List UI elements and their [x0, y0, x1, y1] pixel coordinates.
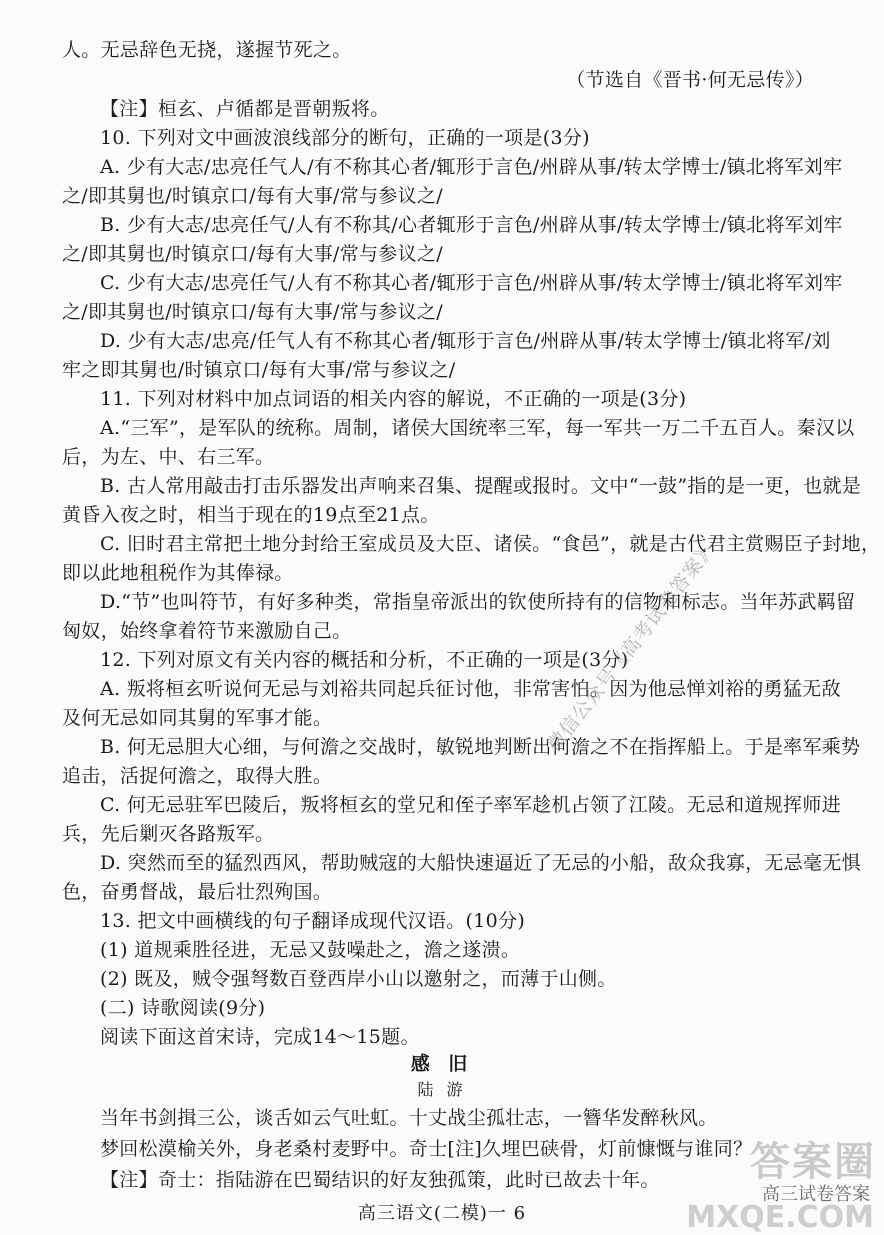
translation-item: (2) 既及，贼令强弩数百登西岸小山以邀射之，而薄于山侧。	[100, 968, 617, 990]
option-line: B. 何无忌胆大心细，与何澹之交战时，敏锐地判断出何澹之不在指挥船上。于是率军乘势	[100, 736, 861, 758]
question-11: 11. 下列对材料中加点词语的相关内容的解说，不正确的一项是(3分)	[100, 388, 687, 410]
poem-line: 梦回松漠榆关外，身老桑村麦野中。奇士[注]久埋巴硖骨，灯前慷慨与谁同？	[100, 1138, 753, 1160]
question-13: 13. 把文中画横线的句子翻译成现代汉语。(10分)	[100, 910, 526, 932]
poem-note: 【注】奇士：指陆游在巴蜀结识的好友独孤策，此时已故去十年。	[100, 1169, 660, 1191]
question-12: 12. 下列对原文有关内容的概括和分析，不正确的一项是(3分)	[100, 649, 629, 671]
watermark-subtitle: 高三试卷答案	[762, 1184, 870, 1205]
option-line: 及何无忌如同其舅的军事才能。	[62, 707, 333, 729]
option-line: 黄昏入夜之时，相当于现在的19点至21点。	[62, 504, 440, 526]
option-line: B. 少有大志/忠亮任气/人有不称其/心者辄形于言色/州辟从事/转太学博士/镇北将军刘牢	[100, 214, 843, 236]
question-10: 10. 下列对文中画波浪线部分的断句，正确的一项是(3分)	[100, 127, 590, 149]
source-citation: （节选自《晋书·何无忌传》）	[566, 69, 814, 91]
option-line: 追击，活捉何澹之，取得大胜。	[62, 765, 333, 787]
option-line: 后，为左、中、右三军。	[62, 446, 275, 468]
option-line: 匈奴，始终拿着符节来激励自己。	[62, 620, 352, 642]
option-line: C. 旧时君主常把土地分封给王室成员及大臣、诸侯。“食邑”，就是古代君主赏赐臣子封地，	[100, 533, 881, 555]
translation-item: (1) 道规乘胜径进，无忌又鼓噪赴之，澹之遂溃。	[100, 939, 521, 961]
option-line: D. 少有大志/忠亮/任气人有不称其心者/辄形于言色/州辟从事/转太学博士/镇北将军/刘	[100, 330, 831, 352]
option-line: 之/即其舅也/时镇京口/每有大事/常与参议之/	[62, 301, 443, 323]
option-line: A. 少有大志/忠亮任气人/有不称其心者/辄形于言色/州辟从事/转太学博士/镇北将军刘牢	[100, 156, 843, 178]
option-line: 牢之即其舅也/时镇京口/每有大事/常与参议之/	[62, 359, 456, 381]
watermark-url: MXQE.COM	[686, 1200, 874, 1235]
text-line: 人。无忌辞色无挠，遂握节死之。	[62, 39, 352, 61]
section-heading: (二) 诗歌阅读(9分)	[100, 997, 266, 1019]
option-line: 之/即其舅也/时镇京口/每有大事/常与参议之/	[62, 243, 443, 265]
option-line: C. 何无忌驻军巴陵后，叛将桓玄的堂兄和侄子率军趁机占领了江陵。无忌和道规挥师进	[100, 794, 841, 816]
page-footer: 高三语文(二模)一 6	[357, 1203, 527, 1224]
note-line: 【注】桓玄、卢循都是晋朝叛将。	[100, 98, 390, 120]
option-line: 即以此地租税作为其俸禄。	[62, 562, 294, 584]
poem-line: 当年书剑揖三公，谈舌如云气吐虹。十丈战尘孤壮志，一簪华发醉秋风。	[100, 1107, 718, 1129]
watermark-logo: 答案圈	[750, 1139, 876, 1185]
option-line: D.“节”也叫符节，有好多种类，常指皇帝派出的钦使所持有的信物和标志。当年苏武羁留	[100, 591, 856, 613]
option-line: A.“三军”，是军队的统称。周制，诸侯大国统率三军，每一军共一万二千五百人。秦汉以	[100, 417, 855, 439]
diagonal-watermark: 微信公众号《高考试卷答案》	[543, 537, 721, 757]
option-line: C. 少有大志/忠亮任气/人有不称其心者/辄形于言色/州辟从事/转太学博士/镇北将军刘牢	[100, 272, 843, 294]
option-line: D. 突然而至的猛烈西风，帮助贼寇的大船快速逼近了无忌的小船，敌众我寡，无忌毫无惧	[100, 852, 861, 874]
option-line: 之/即其舅也/时镇京口/每有大事/常与参议之/	[62, 185, 443, 207]
option-line: B. 古人常用敲击打击乐器发出声响来召集、提醒或报时。文中“一鼓”指的是一更，也就是	[100, 475, 862, 497]
instruction: 阅读下面这首宋诗，完成14～15题。	[100, 1026, 420, 1048]
option-line: A. 叛将桓玄听说何无忌与刘裕共同起兵征讨他，非常害怕。因为他忌惮刘裕的勇猛无敌	[100, 678, 841, 700]
poem-title: 感 旧	[410, 1053, 474, 1075]
poem-author: 陆 游	[417, 1080, 467, 1099]
option-line: 兵，先后剿灭各路叛军。	[62, 823, 275, 845]
option-line: 色，奋勇督战，最后壮烈殉国。	[62, 881, 333, 903]
